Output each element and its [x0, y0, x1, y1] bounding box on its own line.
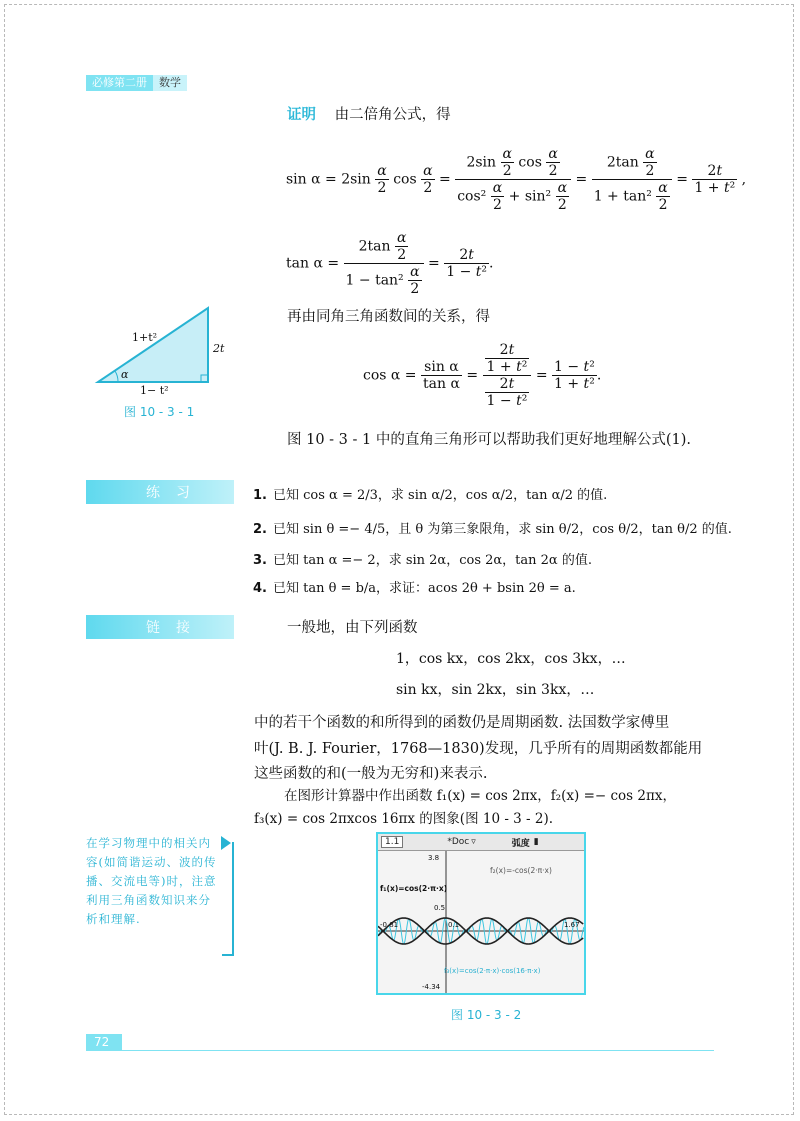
- book-label: 必修第二册: [86, 75, 153, 91]
- proof-line: [287, 103, 451, 124]
- calc-ymax: 3.8: [428, 854, 440, 862]
- triangle-adj-label: 1− t²: [140, 384, 169, 397]
- sin-series: sin kx，sin 2kx，sin 3kx，…: [396, 682, 595, 698]
- page-number: 72: [86, 1034, 122, 1050]
- eq-sin-lhs: sin α = 2sin: [286, 171, 371, 188]
- page-header: [86, 75, 187, 91]
- link-intro: 一般地，由下列函数: [287, 620, 418, 636]
- relation-text: 再由同角三角函数间的关系，得: [287, 309, 490, 325]
- para2-line1: 在图形计算器中作出函数 f₁(x) = cos 2πx，f₂(x) =− cos 2πx，: [284, 788, 676, 804]
- practice-item-1: 1. 已知 cos α = 2/3，求 sin α/2，cos α/2，tan α/2 的值.: [253, 488, 608, 503]
- equation-cos: cos α = $\frac{\text{sin α}}{\text{tan α}}$ = $\frac{\frac{2t}{\text{1 + t²}}}{\frac{2t}{\text{1 − t²}}}$ = $\frac{\text{1 − t²}}{\text{1 + t²}}$ .: [363, 342, 602, 409]
- practice-item-2: 2. 已知 sin θ =− 4/5，且 θ 为第三象限角，求 sin θ/2，cos θ/2，tan θ/2 的值.: [253, 522, 732, 537]
- calc-xmax: 1.67: [564, 921, 580, 929]
- figure2-caption: 图 10 - 3 - 2: [451, 1008, 522, 1022]
- side-note: 在学习物理中的相关内容(如简谐运动、波的传播、交流电等)时，注意利用三角函数知识来分析和理解.: [86, 836, 217, 926]
- para1-line2: 叶(J. B. J. Fourier，1768—1830)发现，几乎所有的周期函数都能用: [254, 741, 703, 757]
- para1-line3: 这些函数的和(一般为无穷和)来表示.: [254, 766, 488, 782]
- triangle-hyp-label: 1+t²: [132, 331, 158, 344]
- triangle-opp-label: 2t: [213, 342, 225, 355]
- calc-doc: *Doc: [447, 837, 470, 847]
- calc-xmin: -0.81: [380, 921, 399, 929]
- right-triangle-figure: [90, 300, 230, 395]
- calc-mid-y: 0.5: [434, 904, 446, 912]
- calc-f2-label: f₂(x)=-cos(2·π·x): [490, 866, 552, 875]
- equation-sin: sin α = 2sin $\frac{\alpha}{2}$ cos $\frac{\alpha}{2}$ = 2sin $\frac{\alpha}{2}$ cos $\frac{\alpha}{2}$ cos² $\frac{\alpha}{2}$ + sin² $\frac{\alpha}{2}$ = 2tan $\frac{\alpha}{2}$ 1 + tan² $\frac{\alpha}{2}$ = $\frac{2t}{\text{1 + t²}}$ ,: [286, 146, 747, 213]
- side-note-arrow-icon: [221, 836, 231, 850]
- doc-dropdown-icon: ▿: [471, 837, 476, 847]
- practice-item-4: 4. 已知 tan θ = b/a，求证：acos 2θ + bsin 2θ = a.: [253, 581, 576, 596]
- proof-intro: 由二倍角公式，得: [334, 107, 451, 123]
- proof-label: 证明: [287, 107, 316, 123]
- figure-note: 图 10 - 3 - 1 中的直角三角形可以帮助我们更好地理解公式(1).: [287, 432, 692, 448]
- cos-series: 1，cos kx，cos 2kx，cos 3kx，…: [396, 651, 626, 667]
- side-note-border: [222, 842, 234, 956]
- calc-mode: 弧度: [511, 838, 530, 849]
- footer-line: [86, 1050, 714, 1051]
- eq-sin-tail: ,: [741, 171, 747, 188]
- practice-item-3: 3. 已知 tan α =− 2，求 sin 2α，cos 2α，tan 2α 的值.: [253, 553, 592, 568]
- calc-f3-label: f₃(x)=cos(2·π·x)·cos(16·π·x): [444, 967, 541, 975]
- battery-icon: ▮: [533, 837, 539, 847]
- eq-tan-lhs: tan α =: [286, 255, 340, 272]
- equation-tan: tan α = 2tan $\frac{\alpha}{2}$ 1 − tan² $\frac{\alpha}{2}$ = $\frac{2t}{\text{1 − t²}}$ .: [286, 230, 494, 297]
- calc-f1-label: f₁(x)=cos(2·π·x): [380, 884, 448, 893]
- calc-ymin: -4.34: [422, 983, 441, 991]
- eq-cos-lhs: cos α =: [363, 367, 417, 384]
- subject-label: 数学: [153, 75, 187, 91]
- figure1-caption: 图 10 - 3 - 1: [124, 405, 195, 419]
- triangle-angle-label: α: [121, 368, 129, 381]
- para2-line2: f₃(x) = cos 2πxcos 16πx 的图象(图 10 - 3 - 2).: [254, 811, 554, 827]
- practice-title: 练习: [86, 480, 234, 504]
- link-title: 链接: [86, 615, 234, 639]
- para1-line1: 中的若干个函数的和所得到的函数仍是周期函数. 法国数学家傅里: [254, 715, 670, 731]
- calc-mid-x: 0.1: [448, 921, 460, 929]
- calc-tab: 1.1: [381, 836, 403, 848]
- calculator-screen: [376, 832, 586, 995]
- calculator-toolbar: [378, 834, 584, 851]
